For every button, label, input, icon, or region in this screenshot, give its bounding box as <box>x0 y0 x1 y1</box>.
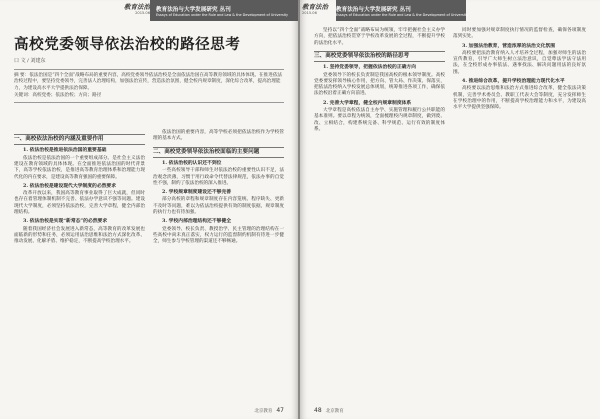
paragraph: 依法治校是依法治国的一个重要组成部分。是社会主义法治建设在教育领域的具体体现。在全面推进依法治国的时代背景下，高等学校依法治校，是推进高等教育治理体系和治理能力现代化的内在要求，是建设高等教育强国的重要保障。 <box>14 155 145 180</box>
subsection-heading: 1. 坚持党委领导，把握依法治校的正确方向 <box>323 64 417 71</box>
paragraph: 部分高校的章程和规章制度存在内容笼统、程序缺失、更新不及时等问题，难以为依法治校提供有效的制度依据，规章制度的执行力也有待加强。 <box>153 197 284 216</box>
right-page <box>300 0 600 419</box>
subsection-heading: 3. 依法治校是实现“新常态”的必然要求 <box>23 218 108 225</box>
paragraph: 高校要把法治教育纳入人才培养全过程，加强对师生的法治宣传教育，引导广大师生树立法治意识，自觉尊法学法守法用法，在全校形成办事依法、遇事找法、解决问题用法的良好氛围。 <box>453 50 586 75</box>
subsection-heading: 2. 学校规章制度建设还不够完善 <box>162 189 232 196</box>
masthead-title: 教育法治 <box>124 3 150 11</box>
right-column-1 <box>314 28 445 133</box>
journal-title-zh: 教育法治与大学发展研究 丛刊 <box>156 6 231 13</box>
left-column-1 <box>14 130 145 246</box>
article-title: 高校党委领导依法治校的路径思考 <box>14 37 241 53</box>
header-band <box>150 0 298 21</box>
article-byline: 口 文 / 刘建东 <box>14 58 46 64</box>
section-heading: 三、高校党委领导依法治校的路径思考 <box>314 51 445 62</box>
paragraph: 依法治国的重要内容，高等学校必须把依法治校作为学校管理的基本方式。 <box>153 130 284 142</box>
publication-name: 北京教育 <box>254 408 273 414</box>
paragraph: 大学章程是高校依法自主办学、实施管理和履行公共职能的基本准则。要以章程为统领，全面梳理校内规章制度，做到废、改、立相结合，构建系统完备、科学规范、运行有效的制度体系。 <box>314 108 445 132</box>
page-footer <box>314 407 344 414</box>
masthead-logo <box>118 2 150 20</box>
subsection-heading: 1. 依法治校的认识还不到位 <box>162 160 222 166</box>
page-footer <box>254 407 284 414</box>
abstract-box <box>14 69 284 103</box>
left-column-2 <box>153 130 284 246</box>
left-page <box>0 0 298 419</box>
paragraph: 随着我国经济社会发展进入新常态，高等教育的改革发展也面临新的形势和任务，必须运用法治思维和法治方式深化改革、推动发展、化解矛盾、维护稳定，不断提高学校治理水平。 <box>14 226 145 245</box>
journal-title-zh: 教育法治与大学发展研究 丛刊 <box>336 6 411 13</box>
page-number: 47 <box>276 407 284 414</box>
masthead-issue: 2015.06 <box>302 11 317 15</box>
subsection-heading: 3. 加强法治教育，营造浓厚的法治文化氛围 <box>462 42 556 49</box>
paragraph: 一些高校领导干部和师生对依法治校的重要性认识不足，法治观念淡薄，习惯于用行政命令代替法律规范，依法办事的自觉性不强，制约了依法治校的深入推进。 <box>153 168 284 186</box>
keywords: 关键词：高校党委；依法治校；方向；路径 <box>14 92 102 98</box>
paragraph: 改革开放以来，我国高等教育事业取得了巨大成就，但同时也存在着管理体制机制不完善、依法办学意识不强等问题。建设现代大学制度，必须坚持依法治校，完善大学章程，健全内部治理结构。 <box>14 191 145 216</box>
masthead-title: 教育法治 <box>302 3 328 11</box>
paragraph: 党委领导、校长负责、教授治学、民主管理的治理结构在一些高校中尚未真正落实，权力运行的监督制约机制有待进一步健全，师生参与学校管理的渠道还不够畅通。 <box>153 226 284 245</box>
right-column-2 <box>453 28 586 112</box>
subsection-heading: 4. 推进综合改革，提升学校治理能力现代化水平 <box>462 78 565 85</box>
journal-title-en: Essays of Education under the Rule and Law & the Development of University <box>336 12 469 17</box>
masthead-logo <box>302 2 334 20</box>
subsection-heading: 2. 依法治校是建设现代大学制度的必然要求 <box>23 182 117 189</box>
paragraph: 坚持以“四个全面”战略布局为统领，牢牢把握社会主义办学方向，把依法治校贯穿于学校改革发展的全过程，不断提升学校的法治化水平。 <box>314 28 445 46</box>
section-heading: 二、高校党委领导依法治校面临的主要问题 <box>153 147 284 158</box>
header-band <box>336 0 469 21</box>
publication-name: 北京教育 <box>325 408 344 414</box>
masthead-issue: 2015.06 <box>135 11 150 15</box>
abstract-text: 摘 要：依法治国是“四个全面”战略布局的重要内容，高校党委领导依法治校是全面依法治国在高等教育领域的具体体现。在推进依法治校过程中，要坚持党委领导，完善法人治理结构，加强法治宣传，营造法治氛围，健全校内规章制度，深化综合改革，提高治理能力，为建设高水平大学提供法治保障。 <box>14 73 283 91</box>
page-number: 48 <box>314 407 322 414</box>
subsection-heading: 2. 完善大学章程，健全校内规章制度体系 <box>323 99 412 106</box>
section-heading: 一、高校依法治校的内涵及重要作用 <box>14 134 145 145</box>
paragraph: 党委领导下的校长负责制是我国高校的根本领导制度。高校党委要发挥领导核心作用，把方向、管大局、作决策、保落实，把依法治校纳入学校发展总体规划，统筹推进各项工作，确保依法治校沿着正确方向前进。 <box>314 72 445 97</box>
subsection-heading: 1. 依法治校是推进依法治国的重要基础 <box>23 147 107 154</box>
journal-title-en: Essays of Education under the Rule and Law & the Development of University <box>156 12 289 17</box>
paragraph: 同时要加强对规章制度执行情况的监督检查，确保各项制度落到实处。 <box>453 28 586 40</box>
paragraph: 高校要以法治思维和法治方式推进综合改革，健全依法决策机制，完善学术委员会、教职工代表大会等制度，充分发挥师生在学校治理中的作用，不断提高学校治理能力和水平，为建设高水平大学提供坚强保障。 <box>453 86 586 111</box>
subsection-heading: 3. 学校内部治理结构还不够健全 <box>162 218 232 225</box>
